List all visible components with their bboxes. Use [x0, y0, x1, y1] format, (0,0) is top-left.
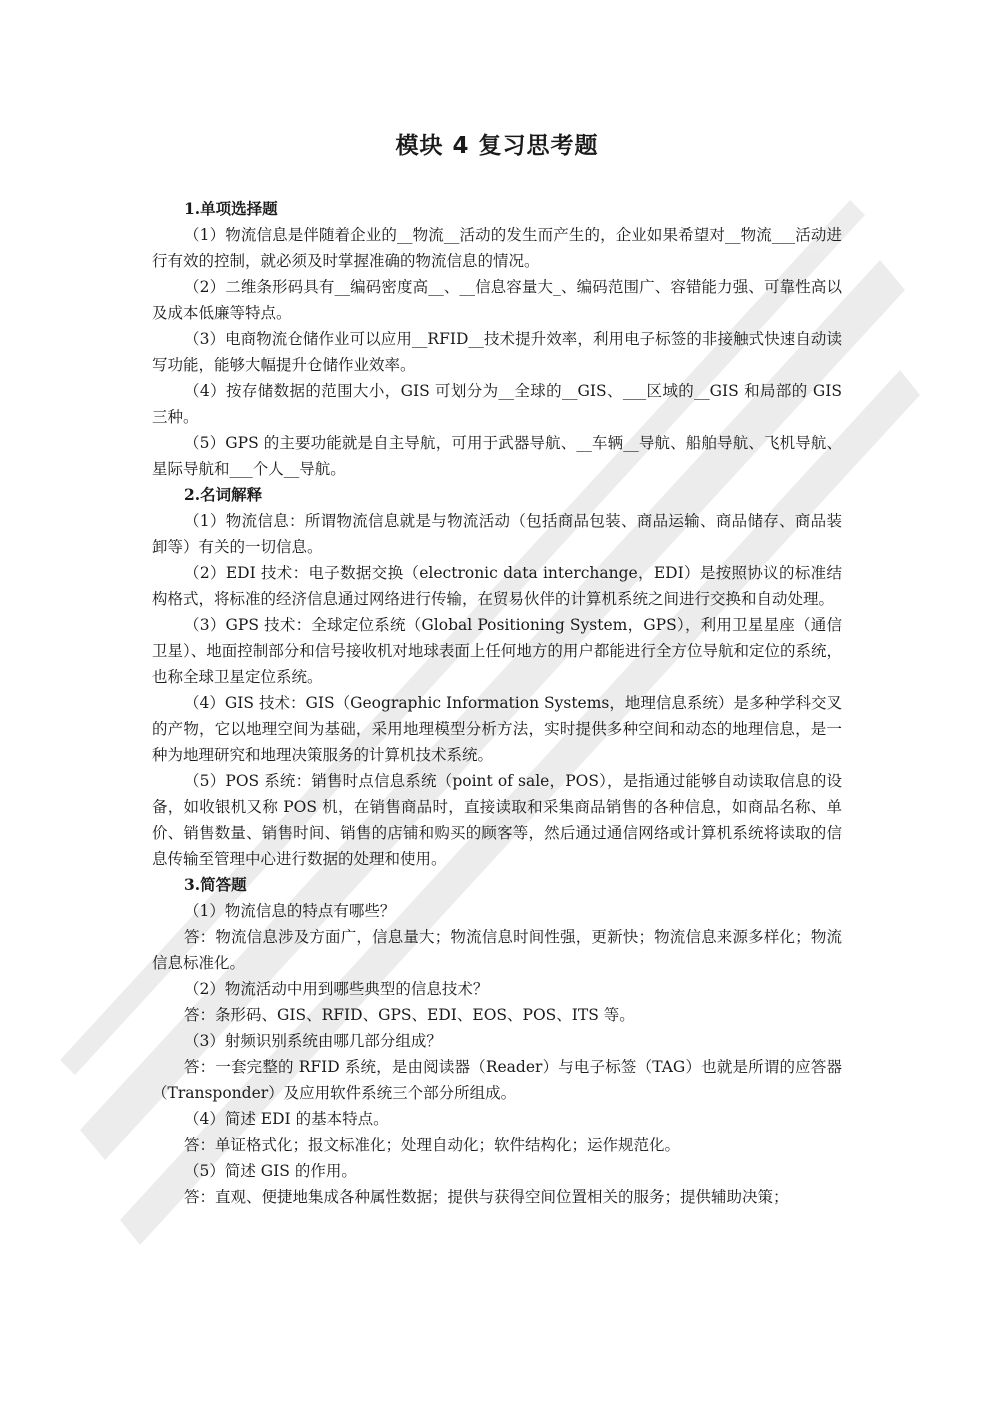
answer-line: 答：物流信息涉及方面广，信息量大；物流信息时间性强，更新快；物流信息来源多样化；物流信息标准化。 — [152, 928, 842, 972]
question-line: （5）简述 GIS 的作用。 — [184, 1162, 357, 1180]
question-item: （1）物流信息是伴随着企业的__物流__活动的发生而产生的，企业如果希望对__物流___活动进行有效的控制，就必须及时掌握准确的物流信息的情况。 — [152, 226, 842, 270]
answer-line: 答：直观、便捷地集成各种属性数据；提供与获得空间位置相关的服务；提供辅助决策； — [184, 1188, 789, 1206]
question-item: （3）电商物流仓储作业可以应用__RFID__技术提升效率，利用电子标签的非接触式快速自动读写功能，能够大幅提升仓储作业效率。 — [152, 330, 842, 374]
question-item: （4）按存储数据的范围大小，GIS 可划分为__全球的__GIS、___区域的__GIS 和局部的 GIS 三种。 — [152, 382, 842, 426]
definition-item: （3）GPS 技术：全球定位系统（Global Positioning System，GPS），利用卫星星座（通信卫星）、地面控制部分和信号接收机对地球表面上任何地方的用户都能进行全方位导航和定位的系统，也称全球卫星定位系统。 — [152, 616, 842, 686]
question-line: （3）射频识别系统由哪几部分组成？ — [184, 1032, 442, 1050]
answer-line: 答：一套完整的 RFID 系统，是由阅读器（Reader）与电子标签（TAG）也就是所谓的应答器（Transponder）及应用软件系统三个部分所组成。 — [152, 1058, 842, 1102]
definition-item: （1）物流信息：所谓物流信息就是与物流活动（包括商品包装、商品运输、商品储存、商品装卸等）有关的一切信息。 — [152, 512, 842, 556]
page-title: 模块 4 复习思考题 — [395, 133, 599, 159]
section-short-answer — [152, 872, 842, 1210]
question-item: （2）二维条形码具有__编码密度高__、__信息容量大_、编码范围广、容错能力强、可靠性高以及成本低廉等特点。 — [152, 278, 842, 322]
definition-item: （2）EDI 技术：电子数据交换（electronic data interchange，EDI）是按照协议的标准结构格式，将标准的经济信息通过网络进行传输，在贸易伙伴的计算机系统之间进行交换和自动处理。 — [152, 564, 842, 608]
section-heading: 3.简答题 — [184, 875, 247, 894]
definition-item: （4）GIS 技术：GIS（Geographic Information Systems，地理信息系统）是多种学科交叉的产物，它以地理空间为基础，采用地理模型分析方法，实时提供多种空间和动态的地理信息，是一种为地理研究和地理决策服务的计算机技术系统。 — [152, 694, 842, 764]
document-page — [152, 126, 842, 1210]
section-term-definitions — [152, 482, 842, 872]
answer-line: 答：条形码、GIS、RFID、GPS、EDI、EOS、POS、ITS 等。 — [184, 1006, 635, 1024]
section-single-choice — [152, 196, 842, 482]
question-line: （1）物流信息的特点有哪些？ — [184, 902, 396, 920]
definition-item: （5）POS 系统：销售时点信息系统（point of sale，POS），是指通过能够自动读取信息的设备，如收银机又称 POS 机，在销售商品时，直接读取和采集商品销售的各种信息，如商品名称、单价、销售数量、销售时间、销售的店铺和购买的顾客等，然后通过通信网络或计算机系统将读取的信息传输至管理中心进行数据的处理和使用。 — [152, 772, 842, 868]
answer-line: 答：单证格式化；报文标准化；处理自动化；软件结构化；运作规范化。 — [184, 1136, 681, 1154]
question-line: （2）物流活动中用到哪些典型的信息技术？ — [184, 980, 489, 998]
section-heading: 1.单项选择题 — [184, 199, 278, 218]
section-heading: 2.名词解释 — [184, 485, 263, 504]
question-line: （4）简述 EDI 的基本特点。 — [184, 1110, 389, 1128]
question-item: （5）GPS 的主要功能就是自主导航，可用于武器导航、__车辆__导航、船舶导航、飞机导航、星际导航和___个人__导航。 — [152, 434, 842, 478]
